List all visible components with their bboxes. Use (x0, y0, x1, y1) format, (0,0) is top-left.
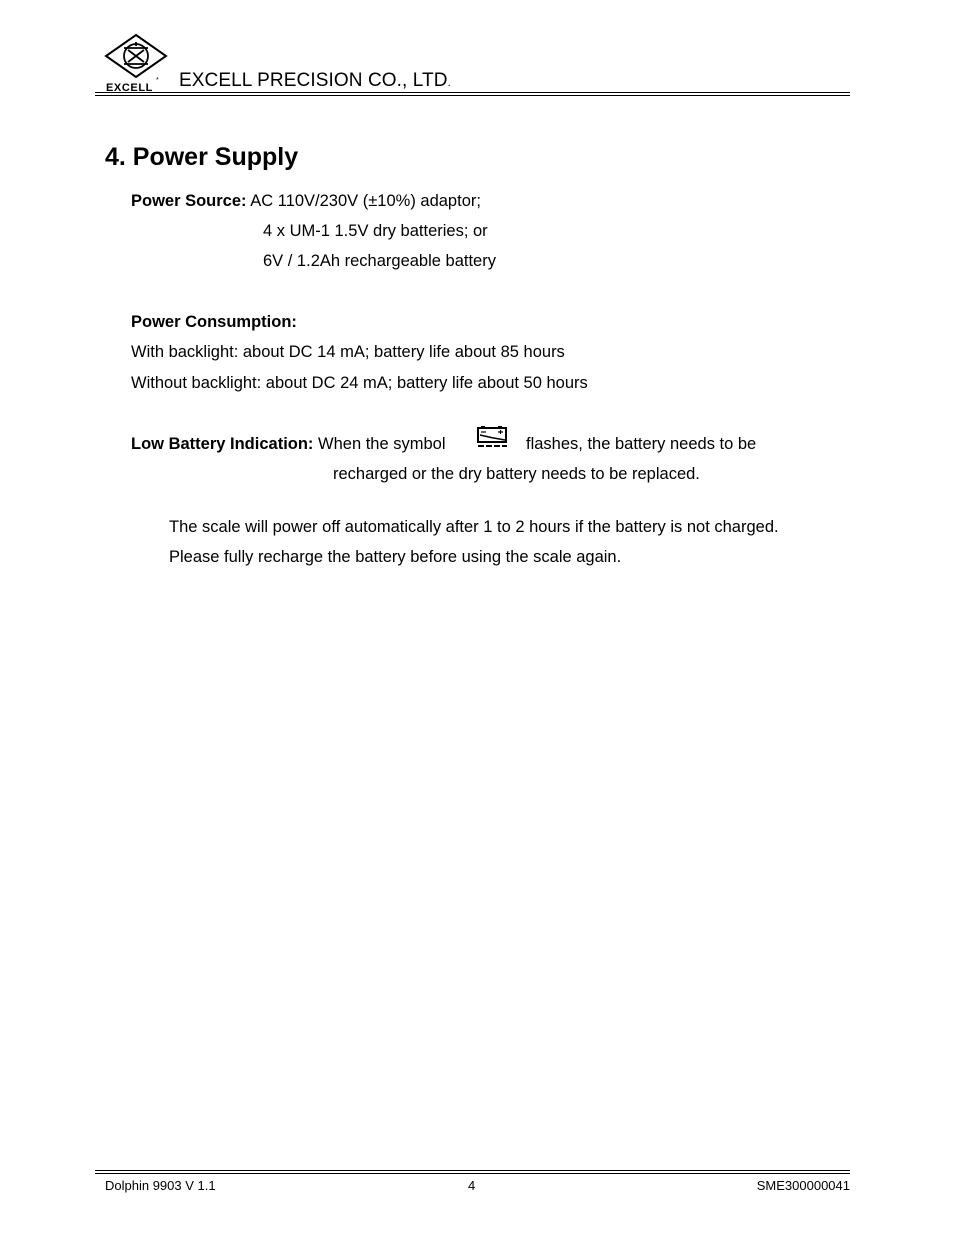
low-battery-text-after: flashes, the battery needs to be (526, 435, 757, 453)
note-line-1: The scale will power off automatically after 1 to 2 hours if the battery is not charged. (169, 518, 779, 536)
footer-doc-name: Dolphin 9903 V 1.1 (105, 1178, 216, 1193)
low-battery-text-before: When the symbol (318, 435, 446, 453)
section-title: 4. Power Supply (105, 143, 299, 171)
footer-rule-bottom (95, 1173, 850, 1174)
power-consumption-line-1: With backlight: about DC 14 mA; battery life about 85 hours (131, 343, 565, 361)
page-header (95, 30, 850, 96)
svg-text:*: * (156, 77, 159, 84)
footer-rule-top (95, 1170, 850, 1171)
power-consumption-line-2: Without backlight: about DC 24 mA; battery life about 50 hours (131, 374, 588, 392)
footer-doc-code: SME300000041 (756, 1178, 850, 1193)
header-rule-bottom (95, 95, 850, 96)
power-source-label: Power Source: (131, 192, 247, 210)
excell-logo (103, 32, 169, 92)
power-source-line-3: 6V / 1.2Ah rechargeable battery (263, 252, 496, 270)
logo-text: EXCELL (106, 82, 153, 92)
power-source-line-2: 4 x UM-1 1.5V dry batteries; or (263, 222, 488, 240)
low-battery-icon (476, 425, 510, 449)
low-battery-row (131, 434, 446, 454)
power-consumption-label: Power Consumption: (131, 313, 297, 331)
note-line-2: Please fully recharge the battery before using the scale again. (169, 548, 622, 566)
header-rule-top (95, 92, 850, 93)
footer-page-number: 4 (468, 1178, 476, 1193)
company-name: EXCELL PRECISION CO., LTD. (179, 70, 451, 91)
power-source-line-1: AC 110V/230V (±10%) adaptor; (250, 192, 481, 210)
page-footer (95, 1168, 850, 1198)
low-battery-label: Low Battery Indication: (131, 435, 314, 453)
power-source-row (131, 191, 481, 211)
low-battery-line-2: recharged or the dry battery needs to be replaced. (333, 465, 700, 483)
